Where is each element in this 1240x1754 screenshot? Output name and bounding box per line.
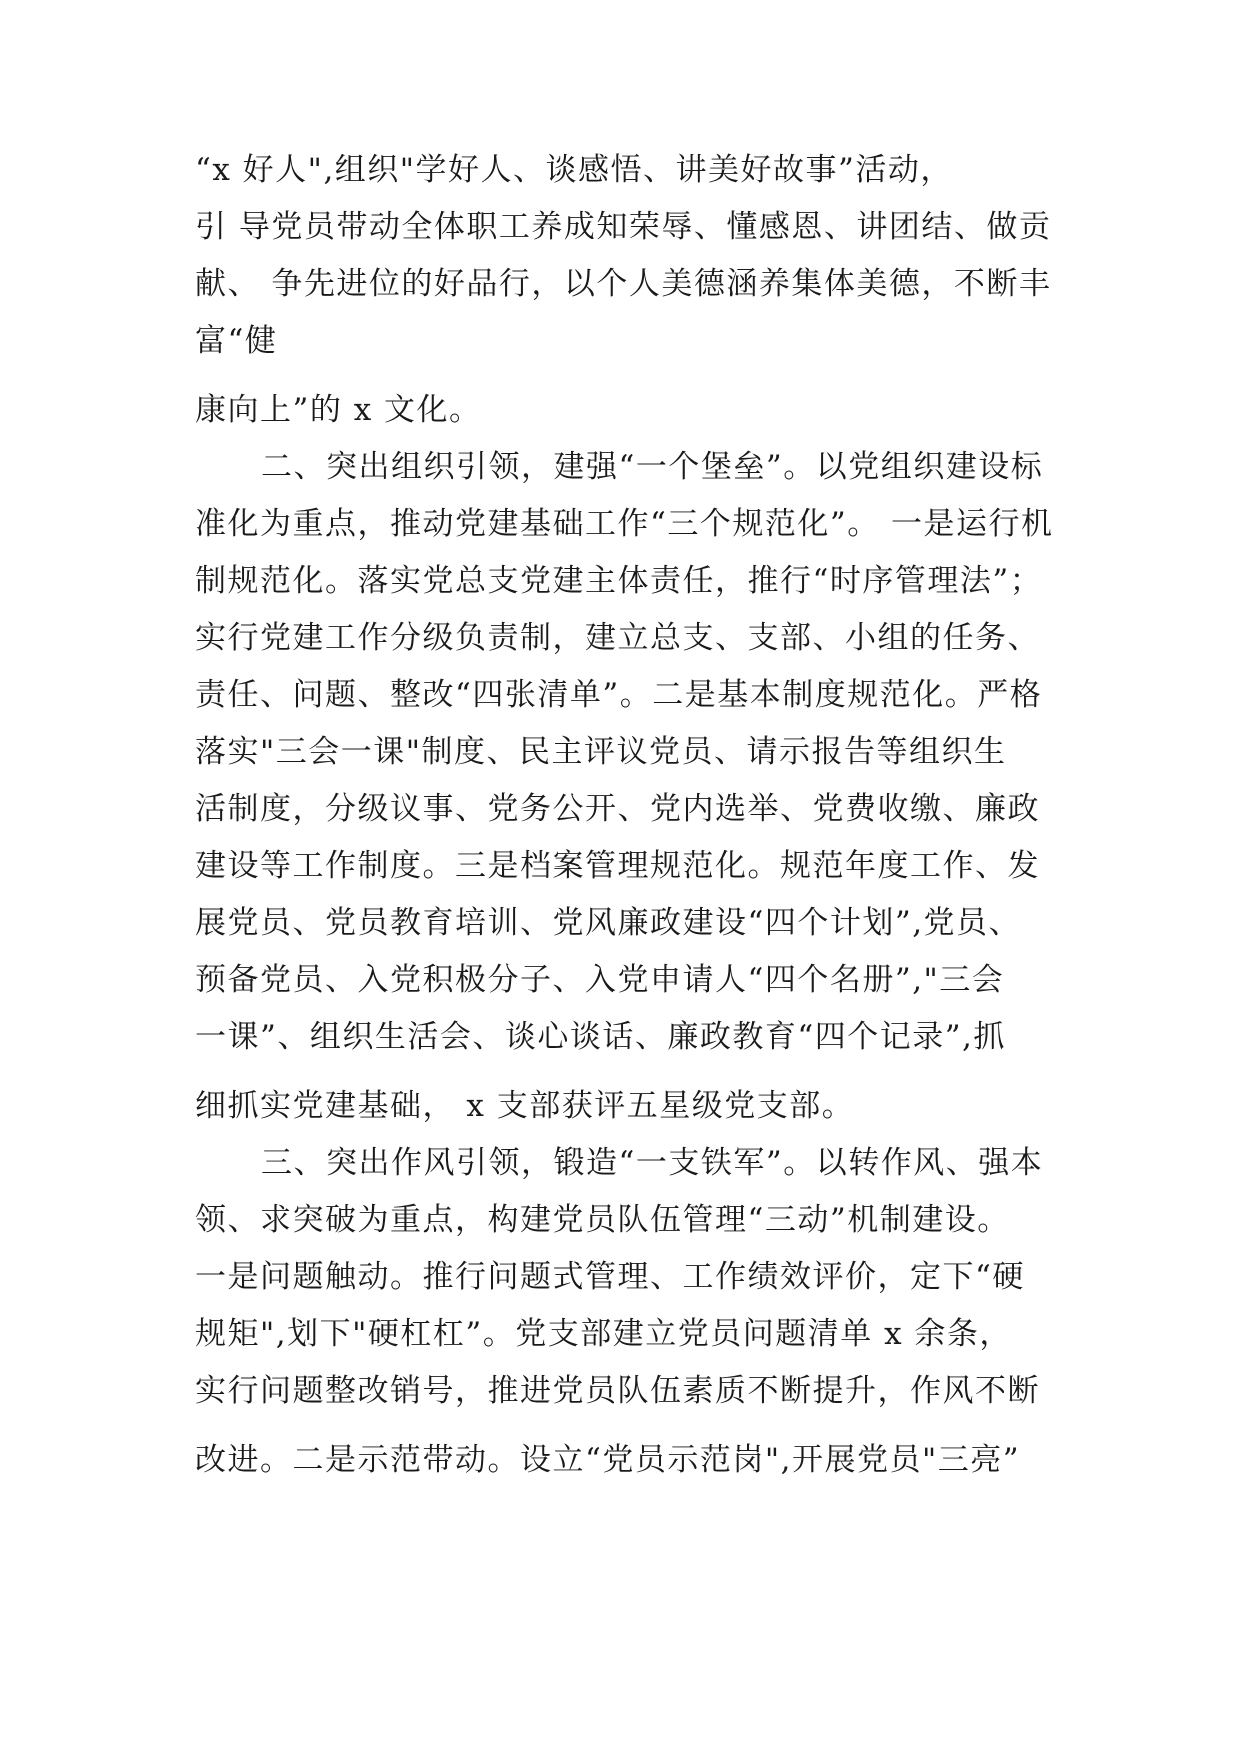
paragraph-line: 责任、问题、整改“四张清单”。二是基本制度规范化。严格 bbox=[195, 677, 1043, 713]
paragraph-line: 细抓实党建基础， x 支部获评五星级党支部。 bbox=[195, 1088, 855, 1124]
paragraph-line: 实行问题整改销号，推进党员队伍素质不断提升，作风不断 bbox=[195, 1373, 1040, 1409]
paragraph-line: 一课”、组织生活会、谈心谈话、廉政教育“四个记录”,抓 bbox=[195, 1019, 1006, 1055]
paragraph-line: 富“健 bbox=[195, 323, 278, 359]
paragraph-line: 领、求突破为重点，构建党员队伍管理“三动”机制建设。 bbox=[195, 1202, 1010, 1238]
paragraph-line: 引 导党员带动全体职工养成知荣辱、懂感恩、讲团结、做贡 bbox=[195, 209, 1052, 245]
paragraph-line: 康向上”的 x 文化。 bbox=[195, 392, 482, 428]
paragraph-line: 改进。二是示范带动。设立“党员示范岗",开展党员"三亮” bbox=[195, 1442, 1021, 1478]
section-heading-line: 三、突出作风引领，锻造“一支铁军”。以转作风、强本 bbox=[261, 1145, 1044, 1181]
paragraph-line: 活制度，分级议事、党务公开、党内选举、党费收缴、廉政 bbox=[195, 791, 1040, 827]
paragraph-line: 准化为重点，推动党建基础工作“三个规范化”。 一是运行机 bbox=[195, 506, 1054, 542]
section-heading-line: 二、突出组织引领，建强“一个堡垒”。以党组织建设标 bbox=[261, 449, 1044, 485]
paragraph-line: 献、 争先进位的好品行，以个人美德涵养集体美德，不断丰 bbox=[195, 266, 1052, 302]
paragraph-line: 展党员、党员教育培训、党风廉政建设“四个计划”,党员、 bbox=[195, 905, 1022, 941]
paragraph-line: 建设等工作制度。三是档案管理规范化。规范年度工作、发 bbox=[195, 848, 1040, 884]
paragraph-line: 一是问题触动。推行问题式管理、工作绩效评价，定下“硬 bbox=[195, 1259, 1025, 1295]
paragraph-line: 制规范化。落实党总支党建主体责任，推行“时序管理法”； bbox=[195, 563, 1043, 599]
paragraph-line: 预备党员、入党积极分子、入党申请人“四个名册”,"三会 bbox=[195, 962, 1005, 998]
paragraph-line: 落实"三会一课"制度、民主评议党员、请示报告等组织生 bbox=[195, 734, 1007, 770]
paragraph-line: 规矩",划下"硬杠杠”。党支部建立党员问题清单 x 余条， bbox=[195, 1316, 1012, 1352]
document-body bbox=[195, 142, 1055, 1489]
paragraph-line: 实行党建工作分级负责制，建立总支、支部、小组的任务、 bbox=[195, 620, 1040, 656]
paragraph-line: “x 好人",组织"学好人、谈感悟、讲美好故事”活动， bbox=[195, 152, 953, 188]
